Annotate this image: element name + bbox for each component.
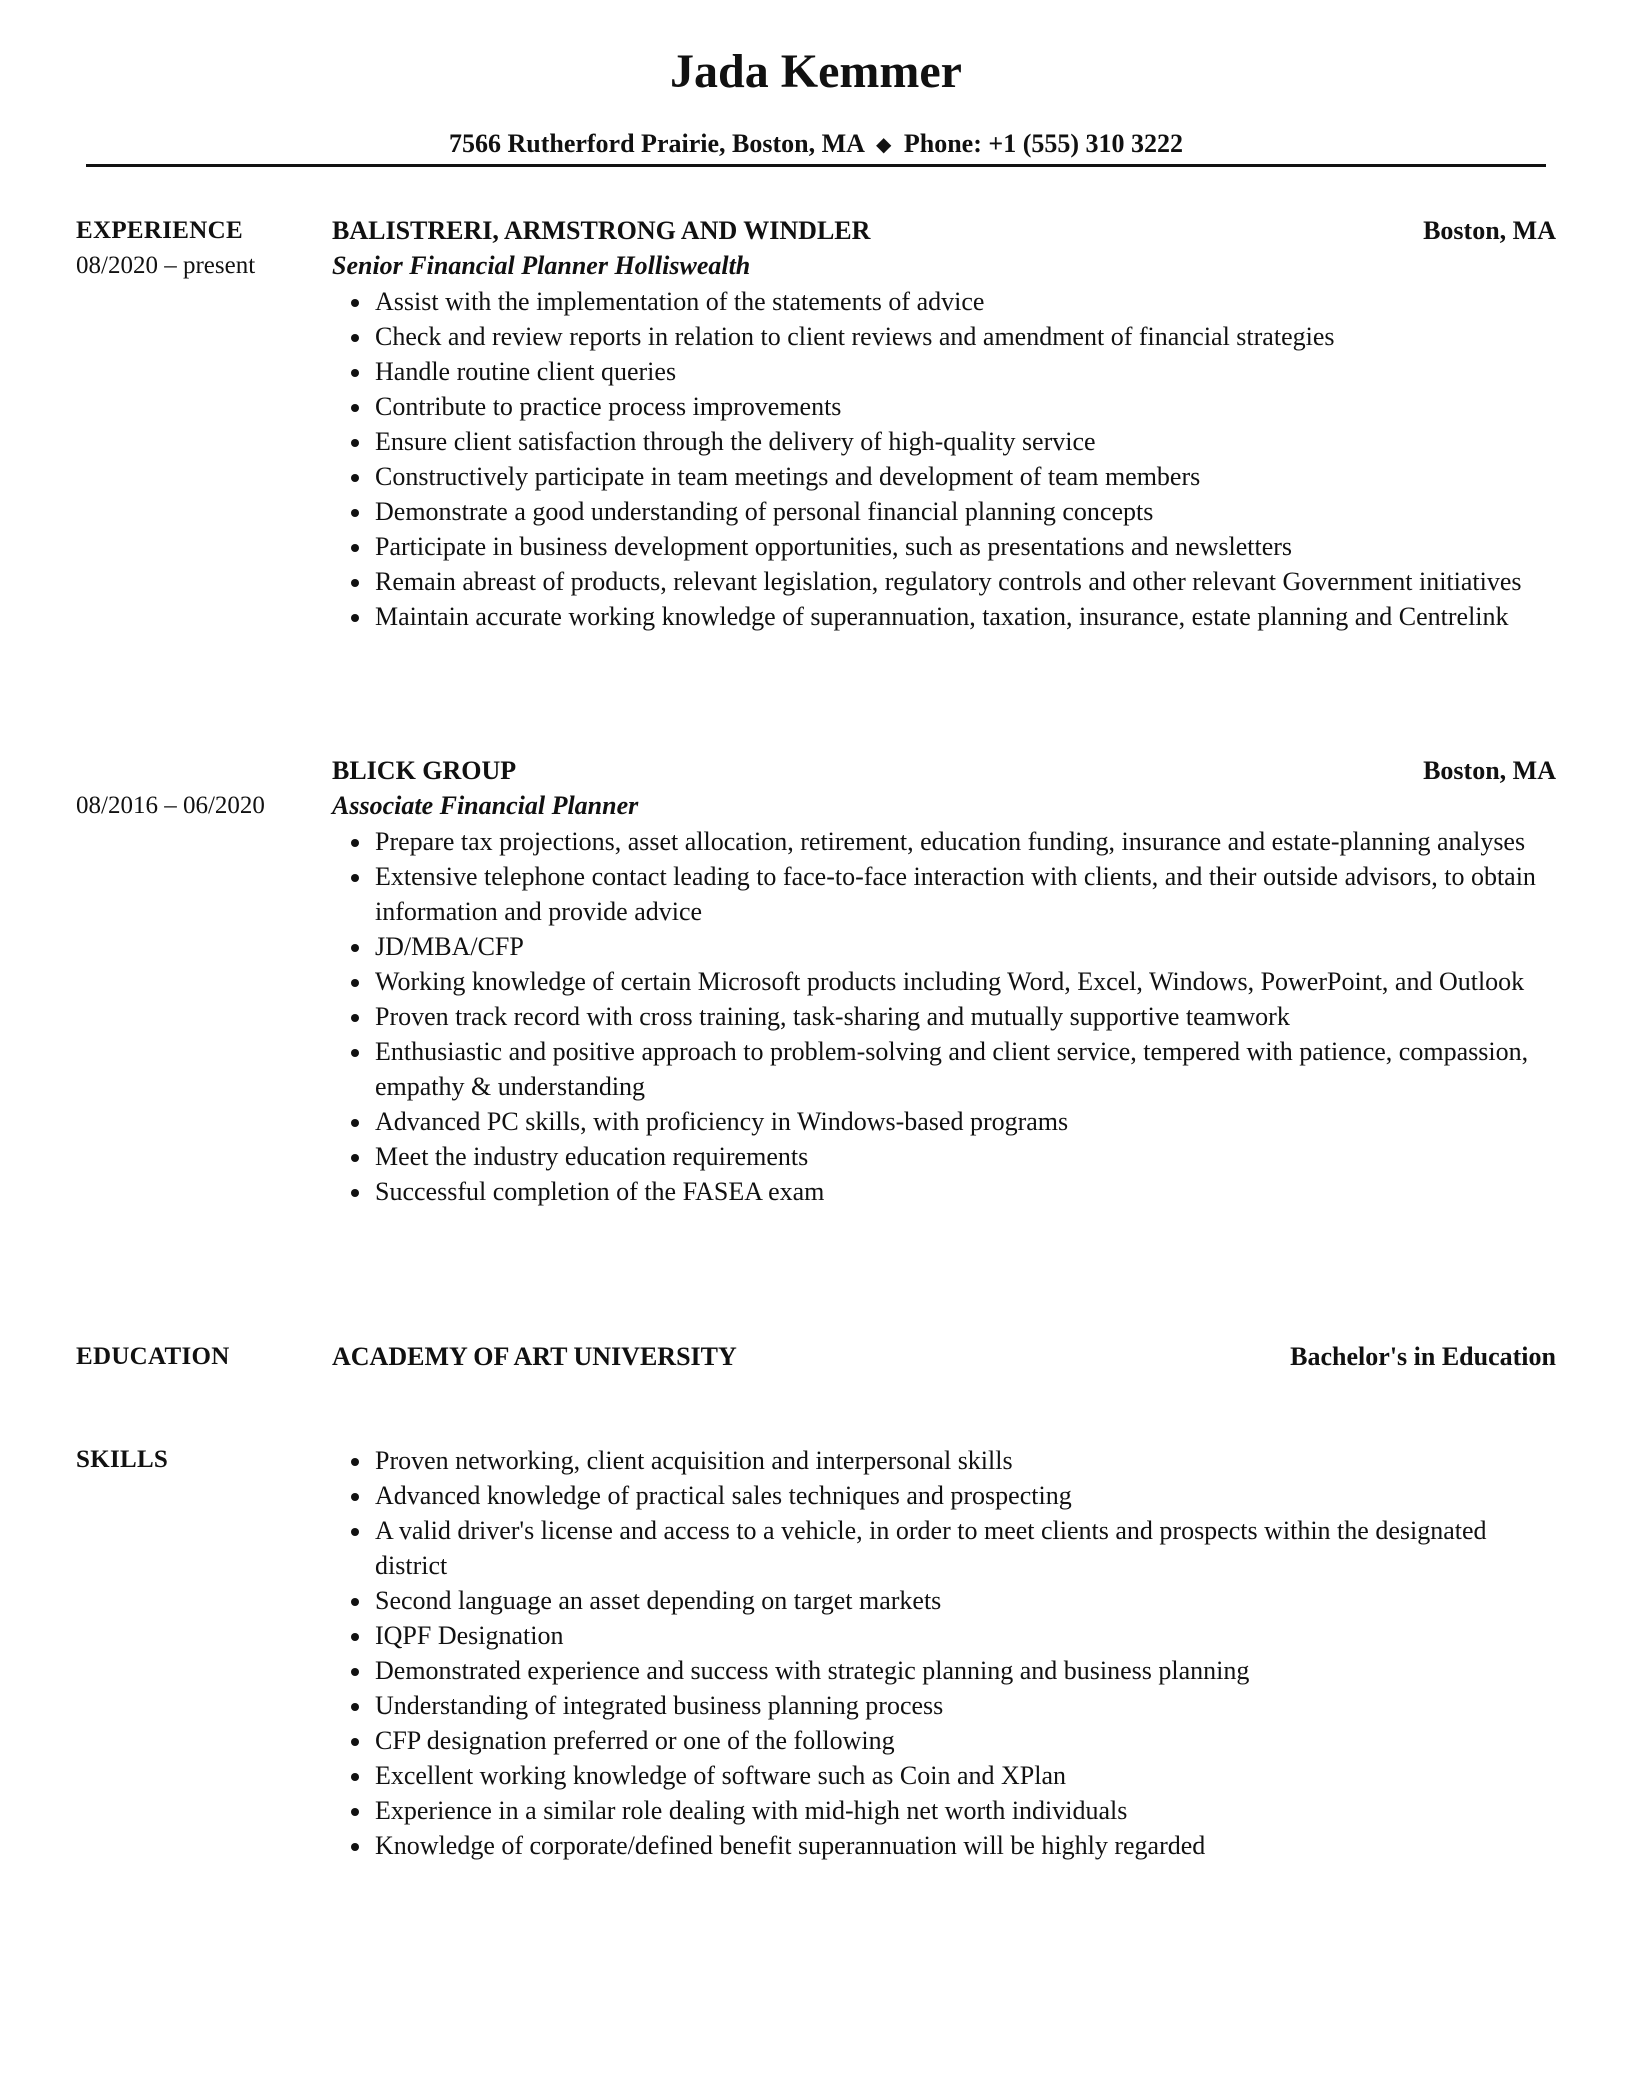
list-item: Demonstrate a good understanding of personal financial planning concepts — [332, 494, 1562, 529]
list-item: Prepare tax projections, asset allocation, retirement, education funding, insurance and estate-planning analyses — [332, 824, 1562, 859]
education-school: ACADEMY OF ART UNIVERSITY — [332, 1342, 737, 1371]
phone: Phone: +1 (555) 310 3222 — [903, 129, 1184, 158]
job-location: Boston, MA — [1423, 216, 1556, 245]
list-item: Constructively participate in team meetings and development of team members — [332, 459, 1562, 494]
section-title-education: EDUCATION — [76, 1343, 230, 1370]
list-item: Proven track record with cross training, task-sharing and mutually supportive teamwork — [332, 999, 1562, 1034]
job-company: BALISTRERI, ARMSTRONG AND WINDLER — [332, 216, 871, 245]
list-item: Check and review reports in relation to client reviews and amendment of financial strategies — [332, 319, 1562, 354]
list-item: JD/MBA/CFP — [332, 929, 1562, 964]
list-item: Advanced knowledge of practical sales techniques and prospecting — [332, 1478, 1562, 1513]
list-item: Enthusiastic and positive approach to problem-solving and client service, tempered with patience, compassion, empathy & understanding — [332, 1034, 1562, 1104]
list-item: Participate in business development opportunities, such as presentations and newsletters — [332, 529, 1562, 564]
list-item: Working knowledge of certain Microsoft products including Word, Excel, Windows, PowerPoint, and Outlook — [332, 964, 1562, 999]
list-item: Successful completion of the FASEA exam — [332, 1174, 1562, 1209]
list-item: Knowledge of corporate/defined benefit superannuation will be highly regarded — [332, 1828, 1562, 1863]
job-bullets — [332, 824, 1562, 1209]
list-item: Proven networking, client acquisition and interpersonal skills — [332, 1443, 1562, 1478]
section-title-skills: SKILLS — [76, 1446, 169, 1473]
list-item: IQPF Designation — [332, 1618, 1562, 1653]
job-role: Senior Financial Planner Holliswealth — [332, 251, 751, 280]
list-item: Contribute to practice process improvements — [332, 389, 1562, 424]
list-item: Second language an asset depending on target markets — [332, 1583, 1562, 1618]
contact-line — [0, 128, 1632, 162]
list-item: Handle routine client queries — [332, 354, 1562, 389]
list-item: Maintain accurate working knowledge of superannuation, taxation, insurance, estate planning and Centrelink — [332, 599, 1562, 634]
address: 7566 Rutherford Prairie, Boston, MA — [448, 129, 864, 158]
list-item: Assist with the implementation of the statements of advice — [332, 284, 1562, 319]
job-role: Associate Financial Planner — [332, 791, 639, 820]
job-dates: 08/2020 – present — [76, 252, 256, 279]
diamond-separator-icon: ◆ — [875, 134, 892, 156]
resume-name: Jada Kemmer — [670, 45, 962, 98]
list-item: Remain abreast of products, relevant legislation, regulatory controls and other relevant Government initiatives — [332, 564, 1562, 599]
list-item: Understanding of integrated business planning process — [332, 1688, 1562, 1723]
skills-list — [332, 1443, 1562, 1863]
list-item: Demonstrated experience and success with strategic planning and business planning — [332, 1653, 1562, 1688]
job-company: BLICK GROUP — [332, 756, 517, 785]
list-item: Ensure client satisfaction through the delivery of high-quality service — [332, 424, 1562, 459]
list-item: Meet the industry education requirements — [332, 1139, 1562, 1174]
list-item: CFP designation preferred or one of the following — [332, 1723, 1562, 1758]
education-degree: Bachelor's in Education — [1290, 1342, 1556, 1371]
section-title-experience: EXPERIENCE — [76, 217, 243, 244]
list-item: Excellent working knowledge of software such as Coin and XPlan — [332, 1758, 1562, 1793]
job-bullets — [332, 284, 1562, 634]
list-item: Extensive telephone contact leading to face-to-face interaction with clients, and their outside advisors, to obtain information and provide advice — [332, 859, 1562, 929]
list-item: Experience in a similar role dealing with mid-high net worth individuals — [332, 1793, 1562, 1828]
list-item: A valid driver's license and access to a vehicle, in order to meet clients and prospects within the designated district — [332, 1513, 1562, 1583]
list-item: Advanced PC skills, with proficiency in Windows-based programs — [332, 1104, 1562, 1139]
job-dates: 08/2016 – 06/2020 — [76, 792, 265, 819]
header-divider — [86, 164, 1546, 167]
job-location: Boston, MA — [1423, 756, 1556, 785]
